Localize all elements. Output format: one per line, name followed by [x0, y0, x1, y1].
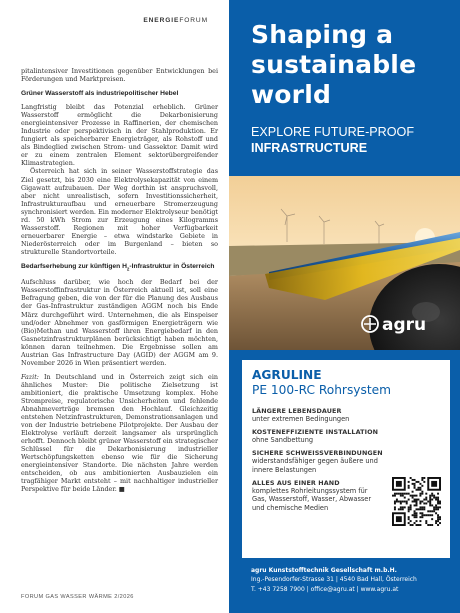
article-body [21, 67, 218, 494]
agru-advertisement [229, 0, 460, 613]
article-page [0, 0, 229, 613]
paragraph: Fazit: In Deutschland und in Österreich zeigt sich ein ähnliches Muster: Die politische Zielsetzung ist ambitioniert, die praktische Umsetzung komplex. Hohe Strompreise, regulatorische Unsicherheiten und fehlende Abnahmeverträge bremsen den Hochlauf. Gleichzeitig entstehen Netzinfrastrukturen, Demonstrationsanlagen und von der Industrie betriebene Pilotprojekte. Der Ausbau der Elektrolyse verläuft derzeit langsamer als ursprünglich erhofft. Dennoch bleibt grüner Wasserstoff ein strategischer Schlüssel für die Dekarbonisierung industrieller Wertschöpfungsketten ebenso wie für die Sicherung energieintensiver Standorte. Die nächsten Jahre werden entscheiden, ob aus ambitionierten Ausbauzielen ein tragfähiger Markt entsteht – mit nachhaltiger industrieller Perspektive für beide Länder. ■ [21, 372, 218, 494]
feature-item: LÄNGERE LEBENSDAUER unter extremen Bedingungen [252, 407, 350, 423]
paragraph: Österreich hat sich in seiner Wasserstoffstrategie das Ziel gesetzt, bis 2030 eine Elektrolysekapazität von einem Gigawatt aufzubauen. Der Weg dorthin ist anspruchsvoll, aber nicht unrealistisch, sofern Investitionssicherheit, Infrastrukturaufbau und erneuerbare Stromerzeugung synchronisiert werden. Ein moderner Elektrolyseur benötigt rd. 50 kWh Strom zur Erzeugung eines Kilogramms Wasserstoff. Regionen mit hoher Verfügbarkeit erneuerbarer Energie – etwa windstarke Gebiete in Niederösterreich oder im Burgenland – bieten so strukturelle Standortvorteile. [21, 167, 218, 256]
paragraph: pitalintensiver Investitionen gegenüber Entwicklungen bei Förderungen und Marktpreisen. [21, 67, 218, 84]
subheading: Bedarfserhebung zur künftigen $H_2$-Infrastruktur in Österreich [21, 262, 215, 272]
feature-item: ALLES AUS EINER HAND komplettes Rohrleitungssystem für Gas, Wasserstoff, Wasser, Abwasser und chemische Medien [252, 478, 372, 512]
feature-item: KOSTENEFFIZIENTE INSTALLATION ohne Sandbettung [252, 428, 379, 444]
feature-list [252, 407, 384, 517]
page-footer: FORUM GAS WASSER WÄRME 2/2026 [21, 594, 134, 600]
product-box [242, 360, 450, 558]
product-title: AGRULINE PE 100-RC Rohrsystem [252, 368, 392, 397]
ad-subheadline: EXPLORE FUTURE-PROOF INFRASTRUCTURE [251, 125, 415, 155]
subheading: Grüner Wasserstoff als industriepolitischer Hebel [21, 90, 179, 98]
qr-code[interactable] [392, 477, 441, 526]
paragraph: Aufschluss darüber, wie hoch der Bedarf bei der Wasserstoffinfrastruktur in Österreich aktuell ist, soll eine Befragung geben, die von der für die Planung des Ausbaus der Gas-Infrastruktur zuständigen AGGM noch bis Ende März durchgeführt wird. Unternehmen, die als Einspeiser und/oder Abnehmer von gasförmigen Energieträgern wie (Bio)Methan und Wasserstoff ihren Energiebedarf in den Gasnetzinfrastrukturplänen berücksichtigt haben möchten, können daran teilnehmen. Die Ergebnisse sollen am Austrian Gas Infrastructure Day (AGID) der AGGM am 9. November 2026 in Wien präsentiert werden. [21, 278, 218, 367]
section-label: ENERGIEFORUM [143, 17, 208, 24]
pipeline-photo [229, 176, 460, 350]
svg-text:agru: agru [382, 315, 427, 335]
ad-contact: agru Kunststofftechnik Gesellschaft m.b.H. Ing.-Pesendorfer-Strasse 31 | 4540 Bad Hall, Österreich T. +43 7258 7900 | office@agru.at | www.agru.at [251, 567, 417, 593]
paragraph: Langfristig bleibt das Potenzial erheblich. Grüner Wasserstoff ermöglicht die Dekarbonisierung energieintensiver Prozesse in Raffinerien, der chemischen Industrie oder perspektivisch in der Stahlproduktion. Er fungiert als speicherbarer Energieträger, als Rohstoff und als Bindeglied zwischen Strom- und Gassektor. Damit wird er zu einem zentralen Element sektorübergreifender Klimastrategien. [21, 103, 218, 168]
ad-headline: Shaping a sustainable world [251, 20, 417, 109]
feature-item: SICHERE SCHWEISSVERBINDUNGEN widerstandsfähiger gegen äußere und innere Belastungen [252, 449, 383, 474]
